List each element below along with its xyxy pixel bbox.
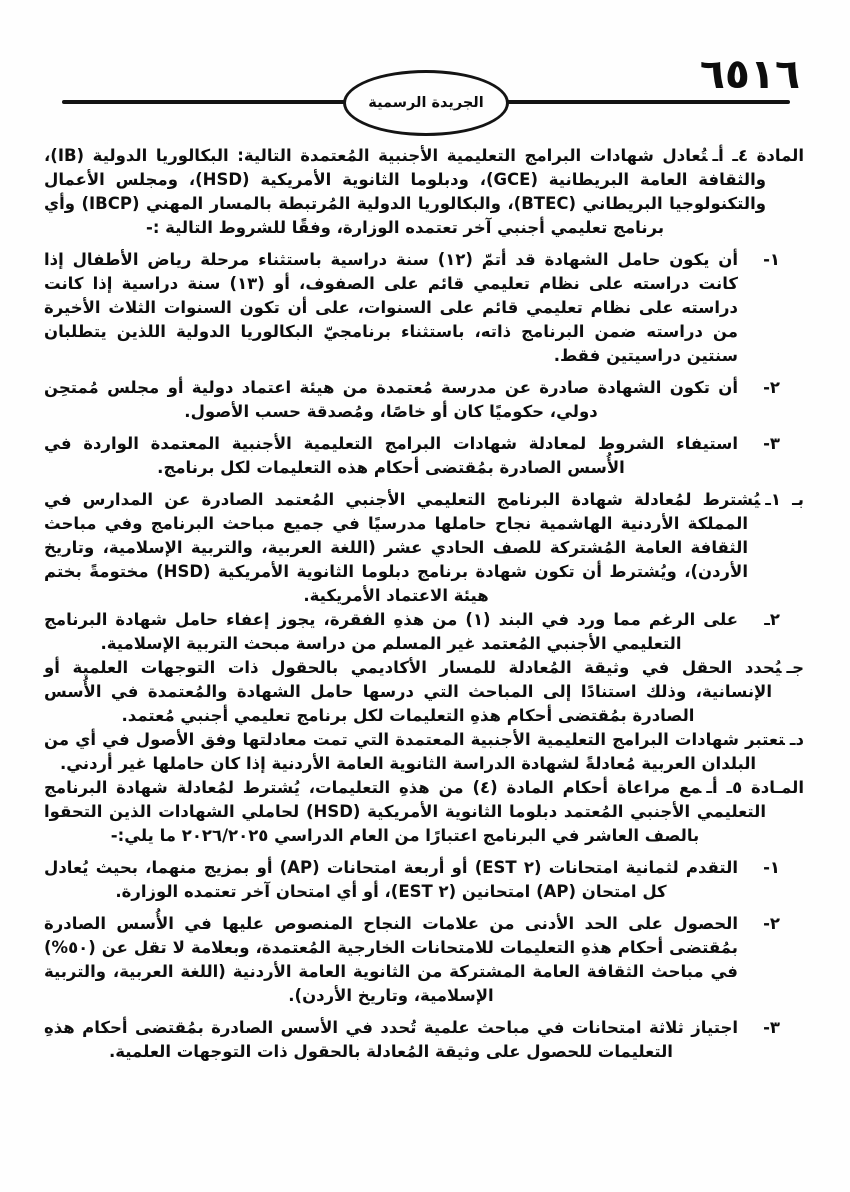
a4-condition-1 <box>44 248 790 368</box>
a4-clause-c-label: جـ <box>786 658 804 677</box>
a4-condition-1-text: أن يكون حامل الشهادة قد أتمّ (١٢) سنة دراسية باستثناء مرحلة رياض الأطفال إذا كانت دراسته على نظام تعليمي قائم على الصفوف، أو (١٣) سنة دراسية إذا كانت دراسته على نظام تعليمي قائم على السنوات، على أن تكون السنوات الثلاث الأخيرة من دراسته ضمن البرنامج ذاته، باستثناء برنامجيّ البكالوريا الدولية اللذين يتطلبان سنتين دراسيتين فقط. <box>44 250 738 365</box>
article-5-intro-text: مع مراعاة أحكام المادة (٤) من هذهِ التعليمات، يُشترط لمُعادلة شهادة البرنامج التعليمي الأجنبي المُعتمد دبلوما الثانوية الأمريكية (HSD) لحاملي الشهادات الذين التحقوا بالصف العاشر في البرنامج اعتبارًا من العام الدراسي ٢٠٢٦/٢٠٢٥ ما يلي:- <box>44 778 766 845</box>
a4-clause-c <box>44 656 804 728</box>
a5-condition-2-text: الحصول على الحد الأدنى من علامات النجاح المنصوص عليها في الأُسس الصادرة بمُقتضى أحكام هذهِ التعليمات للامتحانات الخارجية المُعتمدة، وبعلامة لا تقل عن (٥٠%) في مباحث الثقافة العامة المشتركة من الثانوية العامة الأردنية (اللغة العربية، والتربية الإسلامية، وتاريخ الأردن). <box>44 914 738 1005</box>
article-5-label: المـادة ٥ـ أـ <box>706 778 805 797</box>
article-4-intro-text: تُعادل شهادات البرامج التعليمية الأجنبية المُعتمدة التالية: البكالوريا الدولية (IB)، والثقافة العامة البريطانية (GCE)، ودبلوما الثانوية الأمريكية (HSD)، ومجلس الأعمال والتكنولوجيا البريطاني (BTEC)، والبكالوريا الدولية المُرتبطة بالمسار المهني (IBCP) وأي برنامج تعليمي أجنبي آخر تعتمده الوزارة، وفقًا للشروط التالية :- <box>44 146 766 237</box>
a4-clause-d-text: تعتبر شهادات البرامج التعليمية الأجنبية المعتمدة التي تمت معادلتها وفق الأصول في أي من البلدان العربية مُعادلةً لشهادة الدراسة الثانوية العامة الأردنية إذا كان حاملها غير أردني. <box>44 730 785 773</box>
a4-clause-b-item-2-text: على الرغم مما ورد في البند (١) من هذهِ الفقرة، يجوز إعفاء حامل شهادة البرنامج التعليمي الأجنبي المُعتمد غير المسلم من دراسة مبحث التربية الإسلامية. <box>44 610 738 653</box>
article-4-conditions <box>44 248 804 480</box>
a4-condition-3 <box>44 432 790 480</box>
a5-condition-2-number: ٢- <box>763 914 780 933</box>
page-header <box>0 0 850 138</box>
a4-clause-d <box>44 728 804 776</box>
a5-condition-3-number: ٣- <box>763 1018 780 1037</box>
a5-condition-3-text: اجتياز ثلاثة امتحانات في مباحث علمية تُحدد في الأسس الصادرة بمُقتضى أحكام هذهِ التعليمات للحصول على وثيقة المُعادلة بالحقول ذات التوجهات العلمية. <box>44 1018 738 1061</box>
a5-condition-1-text: التقدم لثمانية امتحانات ‪(EST ٢)‬ أو أربعة امتحانات (AP) أو بمزيج منهما، بحيث يُعادل كل امتحان (AP) امتحانين ‪(EST ٢)‬، أو أي امتحان آخر تعتمده الوزارة. <box>44 858 738 901</box>
document-body <box>0 138 850 1064</box>
article-5-conditions <box>44 856 804 1064</box>
gazette-seal <box>343 70 509 136</box>
a4-clause-b-item-1 <box>44 488 804 608</box>
a4-condition-1-number: ١- <box>763 250 780 269</box>
page-number: ٦٥١٦ <box>699 50 800 98</box>
a4-clause-c-text: يُحدد الحقل في وثيقة المُعادلة للمسار الأكاديمي بالحقول ذات التوجهات العلمية أو الإنسانية، وذلك استنادًا إلى المباحث التي درسها حامل الشهادة والمُعتمدة في الأُسس الصادرة بمُقتضى أحكام هذهِ التعليمات لكل برنامج تعليمي أجنبي مُعتمد. <box>44 658 782 725</box>
a4-condition-3-text: استيفاء الشروط لمعادلة شهادات البرامج التعليمية الأجنبية المعتمدة الواردة في الأُسس الصادرة بمُقتضى أحكام هذه التعليمات لكل برنامج. <box>44 434 738 477</box>
a4-condition-2 <box>44 376 790 424</box>
a4-clause-b-label: بـ ١ـ <box>765 490 804 509</box>
article-4-intro <box>44 144 804 240</box>
a5-condition-1-number: ١- <box>763 858 780 877</box>
a5-condition-3 <box>44 1016 790 1064</box>
a4-clause-b-item-1-text: يُشترط لمُعادلة شهادة البرنامج التعليمي الأجنبي المُعتمد الصادرة عن المدارس في المملكة الأردنية الهاشمية نجاح حاملها مدرسيًا في جميع مباحث البرنامج وفي مباحث الثقافة العامة المُشتركة للصف الحادي عشر (اللغة العربية، والتربية الإسلامية، وتاريخ الأردن)، ويُشترط أن تكون شهادة برنامج دبلوما الثانوية الأمريكية (HSD) مختومةً بختم هيئة الاعتماد الأمريكية. <box>44 490 761 605</box>
gazette-title: الجريدة الرسمية <box>368 95 484 111</box>
a4-clause-b-item-2-number: ٢ـ <box>764 610 780 629</box>
a4-clause-b-item-2 <box>44 608 790 656</box>
article-5-intro <box>44 776 804 848</box>
a5-condition-1 <box>44 856 790 904</box>
a4-condition-2-number: ٢- <box>763 378 780 397</box>
article-4-label: المادة ٤ـ أـ <box>712 146 804 165</box>
a4-condition-3-number: ٣- <box>763 434 780 453</box>
a4-clause-d-label: دـ <box>789 730 804 749</box>
a5-condition-2 <box>44 912 790 1008</box>
a4-condition-2-text: أن تكون الشهادة صادرة عن مدرسة مُعتمدة من هيئة اعتماد دولية أو مجلس مُمتحِن دولي، حكوميًا كان أو خاصًا، ومُصدقة حسب الأصول. <box>44 378 738 421</box>
